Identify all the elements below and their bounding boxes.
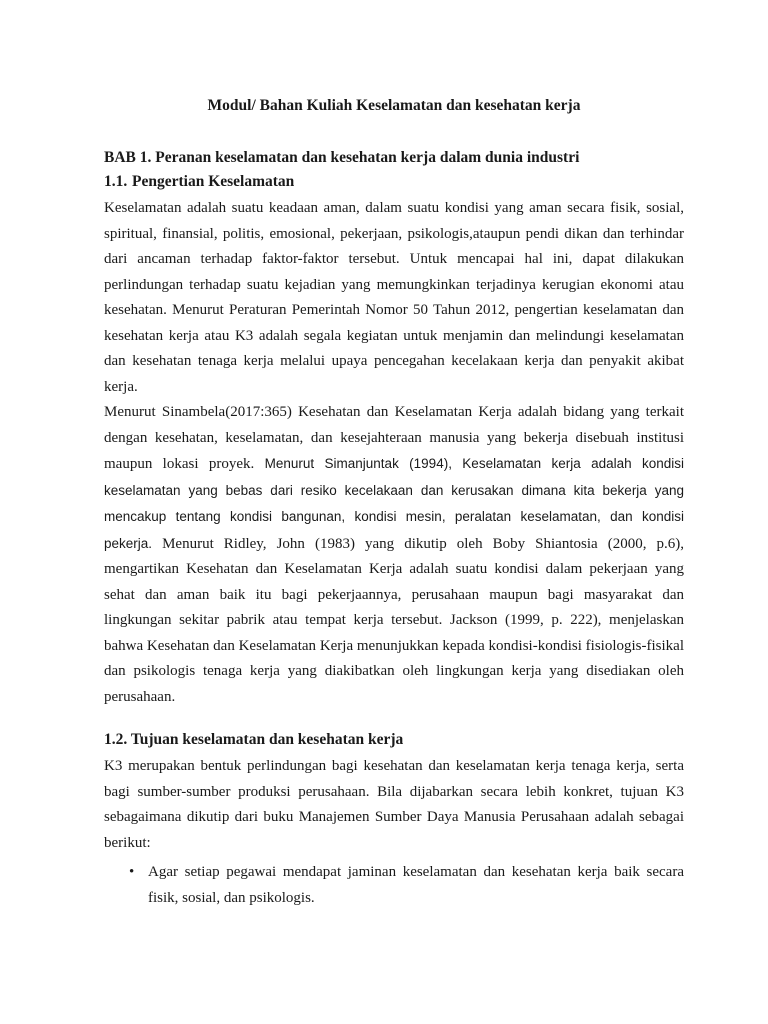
objectives-list bbox=[104, 860, 684, 911]
section-1-2-heading: 1.2. Tujuan keselamatan dan kesehatan kerja bbox=[104, 731, 404, 748]
document-page bbox=[104, 96, 684, 911]
paragraph-2-simanjuntak: Menurut Simanjuntak (1994), Keselamatan kerja adalah kondisi keselamatan yang bebas dari resiko kecelakaan dan kerusakan dimana kita bekerja yang mencakup tentang kondisi bangunan, kondisi mesin, peralatan keselamatan, dan kondisi pekerja. bbox=[104, 456, 685, 551]
section-1-2-paragraph-1: K3 merupakan bentuk perlindungan bagi kesehatan dan keselamatan kerja tenaga kerja, serta bagi sumber-sumber produksi perusahaan. Bila dijabarkan secara lebih konkret, tujuan K3 sebagaimana dikutip dari buku Manajemen Sumber Daya Manusia Perusahaan adalah sebagai berikut: bbox=[104, 758, 684, 851]
section-1-1-paragraph-2 bbox=[104, 400, 684, 710]
section-1-1-number: 1.1. bbox=[104, 173, 128, 190]
list-item-text: Agar setiap pegawai mendapat jaminan keselamatan dan kesehatan kerja baik secara fisik, sosial, dan psikologis. bbox=[148, 864, 684, 906]
list-item bbox=[129, 860, 684, 911]
paragraph-2-ridley-jackson: Menurut Ridley, John (1983) yang dikutip oleh Boby Shiantosia (2000, p.6), mengartikan Kesehatan dan Keselamatan Kerja adalah suatu kondisi dalam pekerjaan yang sehat dan aman baik itu bagi pekerjaannya, perusahaan maupun bagi masyarakat dan lingkungan sekitar pabrik atau tempat kerja tersebut. Jackson (1999, p. 222), menjelaskan bahwa Kesehatan dan Keselamatan Kerja menunjukkan kepada kondisi-kondisi fisiologis-fisikal dan psikologis tenaga kerja yang diakibatkan oleh lingkungan kerja yang disediakan oleh perusahaan. bbox=[104, 535, 684, 705]
section-1-1-paragraph-1: Keselamatan adalah suatu keadaan aman, dalam suatu kondisi yang aman secara fisik, sosial, spiritual, finansial, politis, emosional, pekerjaan, psikologis,ataupun pendi dikan dan terhindar dari ancaman terhadap faktor-faktor tersebut. Untuk mencapai hal ini, dapat dilakukan perlindungan terhadap suatu kejadian yang memungkinkan terjadinya kerugian ekonomi atau kesehatan. Menurut Peraturan Pemerintah Nomor 50 Tahun 2012, pengertian keselamatan dan kesehatan kerja atau K3 adalah segala kegiatan untuk menjamin dan melindungi keselamatan dan kesehatan tenaga kerja melalui upaya pencegahan kecelakaan kerja dan penyakit akibat kerja. bbox=[104, 200, 684, 395]
section-1-1-title: Pengertian Keselamatan bbox=[132, 173, 295, 190]
section-1-1-heading bbox=[104, 172, 684, 192]
chapter-heading: BAB 1. Peranan keselamatan dan kesehatan kerja dalam dunia industri bbox=[104, 149, 580, 166]
bullet-icon: • bbox=[129, 864, 135, 880]
document-title: Modul/ Bahan Kuliah Keselamatan dan kesehatan kerja bbox=[207, 97, 581, 114]
paragraph-2-sinambela: Menurut Sinambela(2017:365) Kesehatan dan Keselamatan Kerja adalah bidang yang terkait dengan kesehatan, keselamatan, dan kesejahteraan manusia yang bekerja disebuah institusi maupun lokasi proyek. bbox=[104, 404, 684, 472]
